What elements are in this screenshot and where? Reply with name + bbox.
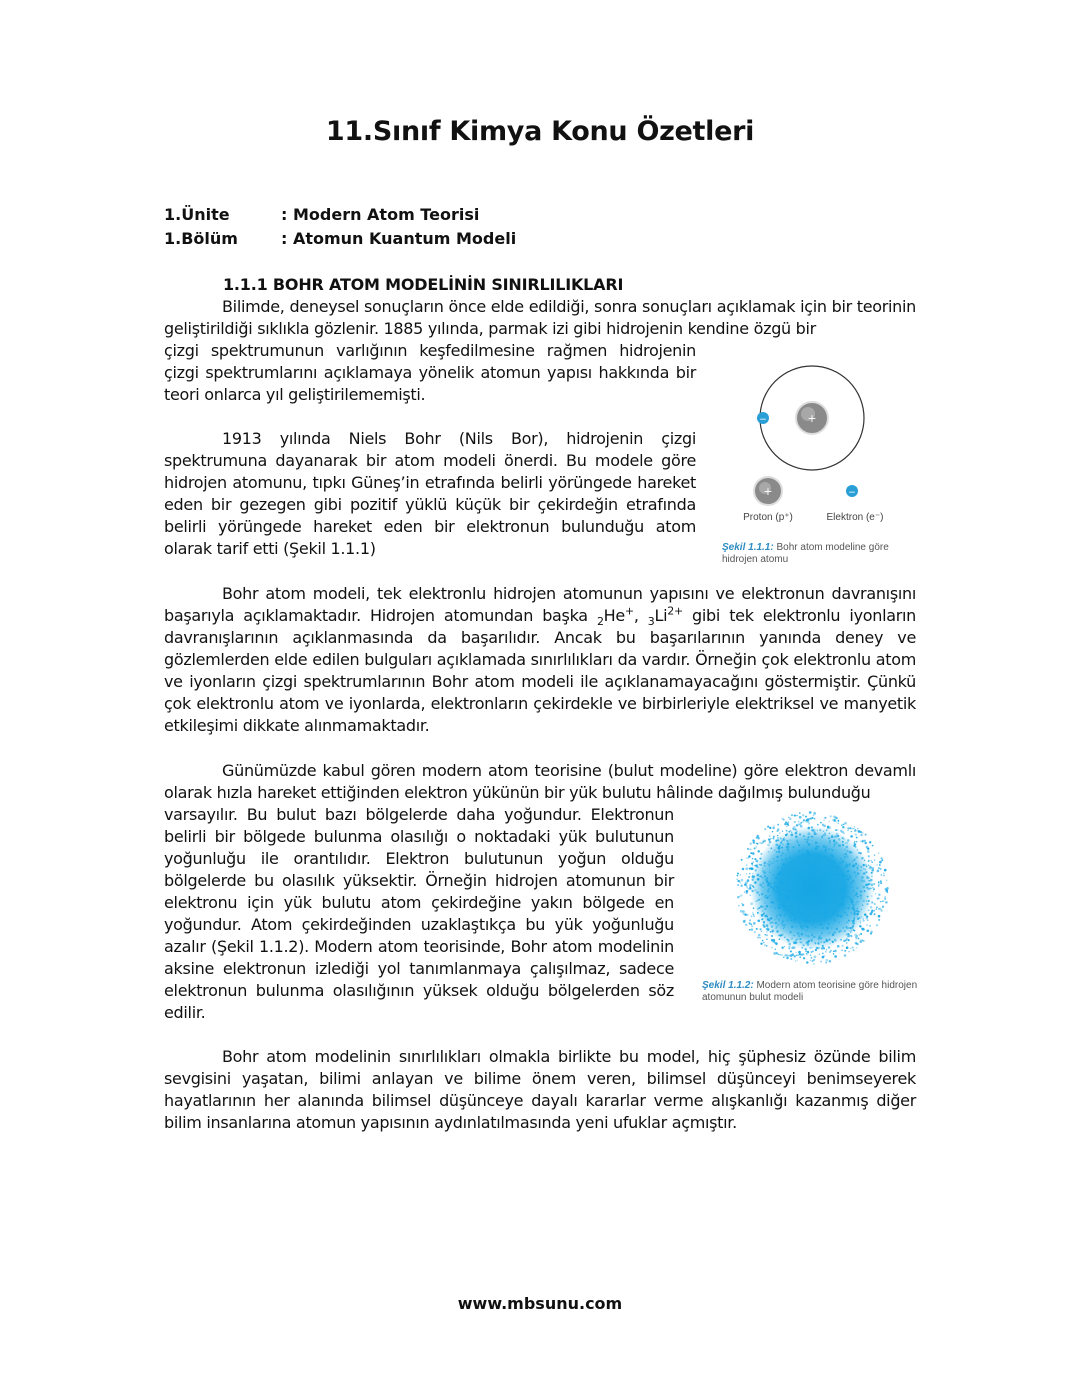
footer-url: www.mbsunu.com [457, 1294, 623, 1313]
svg-text:+: + [807, 412, 817, 425]
figure-1-caption [722, 542, 912, 566]
proton-legend-icon [754, 477, 782, 505]
unit-row [164, 203, 516, 227]
figure-bohr-model [722, 360, 922, 566]
paragraph-2: 1913 yılında Niels Bohr (Nils Bor), hidrojenin çizgi spektrumuna dayanarak bir atom modeli önerdi. Bu modele göre hidrojen atomunu, tıpkı Güneş’in etrafında belirli yörüngede hareket eden bir gezegen gibi pozitif yüklü küçük bir çekirdeğin etrafında belirli yörüngede hareket eden bir elektronun bulunduğu atom olarak tarif etti (Şekil 1.1.1) [164, 429, 696, 558]
bohr-atom-diagram [722, 360, 922, 536]
svg-text:−: − [848, 488, 856, 498]
figure-1-caption-text: Bohr atom modeline göre hidrojen atomu [722, 542, 889, 565]
figure-2-caption-text: Modern atom teorisine göre hidrojen atomunun bulut modeli [702, 980, 918, 1003]
unit-value: : Modern Atom Teorisi [281, 205, 480, 224]
proton-label: Proton (p⁺) [743, 512, 793, 523]
unit-key: 1.Ünite [164, 205, 230, 224]
section-heading: 1.1.1 BOHR ATOM MODELİNİN SINIRLILIKLARI [223, 275, 624, 294]
paragraph-5: Bohr atom modelinin sınırlılıkları olmakla birlikte bu model, hiç şüphesiz özünde bilim sevgisini yaşatan, bilimi anlayan ve bilime önem veren, bilimsel düşünceyi benimseyerek hayatlarının her alanında bilimsel düşünceye dayalı kararlar verme alışkanlığı kazanmış diğer bilim insanlarına atomun yapısının aydınlatılmasında yeni ufuklar açmıştır. [164, 1047, 916, 1132]
figure-1-caption-label: Şekil 1.1.1: [722, 542, 774, 553]
chapter-row [164, 227, 516, 251]
chapter-key: 1.Bölüm [164, 229, 238, 248]
figure-cloud-model [702, 808, 922, 1004]
chapter-value: : Atomun Kuantum Modeli [281, 229, 517, 248]
electron-cloud-diagram [702, 808, 922, 966]
paragraph-1-full: Bilimde, deneysel sonuçların önce elde edildiği, sonra sonuçları açıklamak için bir teorinin geliştirildiği sıklıkla gözlenir. 1885 yılında, parmak izi gibi hidrojenin kendine özgü bir [164, 297, 916, 338]
paragraph-4-narrow: varsayılır. Bu bulut bazı bölgelerde daha yoğundur. Elektronun belirli bir bölgede bulunma olasılığı o noktadaki yük bulutunun yoğunluğu ile orantılıdır. Elektron bulutunun yoğun olduğu bölgelerde bu olasılık yüksektir. Örneğin hidrojen atomunun bir elektronu için yük bulutu atom çekirdeğine yakın bölgede en yoğundur. Atom çekirdeğinden uzaklaştıkça bu yük yoğunluğu azalır (Şekil 1.1.2). Modern atom teorisinde, Bohr atom modelinin aksine elektronun izlediği yol tanımlanmaya çalışılmaz, sadece elektronun bulunma olasılığının yüksek olduğu bölgelerden söz edilir. [164, 805, 674, 1022]
page-title: 11.Sınıf Kimya Konu Özetleri [325, 116, 755, 147]
paragraph-3: Bohr atom modeli, tek elektronlu hidrojen atomunun yapısını ve elektronun davranışını başarıyla açıklamaktadır. Hidrojen atomundan başka $_2$He+, $_3Li^{2+}$ gibi tek elektronlu iyonların davranışlarının açıklanmasında da başarılıdır. Ancak bu başarılarının yanında deney ve gözlemlerden elde edilen bulguları açıklamada sınırlılıkları da vardır. Örneğin çok elektronlu atom ve iyonların çizgi spektrumlarının Bohr atom modeli ile açıklanamayacağını göstermiştir. Çünkü çok elektronlu atom ve iyonlarda, elektronların çekirdekle ve birbirleriyle elektriksel ve manyetik etkileşimi dikkate alınmamaktadır. [164, 584, 916, 735]
figure-2-caption-label: Şekil 1.1.2: [702, 980, 754, 991]
svg-text:−: − [759, 415, 767, 425]
document-meta [164, 203, 516, 251]
figure-2-caption [702, 980, 918, 1004]
paragraph-1-narrow: çizgi spektrumunun varlığının keşfedilmesine rağmen hidrojenin çizgi spektrumlarını açıklamaya yönelik atomun yapısı hakkında bir teori onlarca yıl geliştirilememişti. [164, 341, 696, 404]
electron-label: Elektron (e⁻) [826, 512, 884, 523]
electron-legend-icon [846, 485, 858, 498]
nucleus [796, 402, 828, 434]
svg-text:+: + [763, 485, 773, 498]
orbit-electron [757, 412, 769, 425]
paragraph-4-full: Günümüzde kabul gören modern atom teorisine (bulut modeline) göre elektron devamlı olarak hızla hareket ettiğinden elektron yükünün bir yük bulutu hâlinde dağılmış bulunduğu [164, 761, 916, 802]
